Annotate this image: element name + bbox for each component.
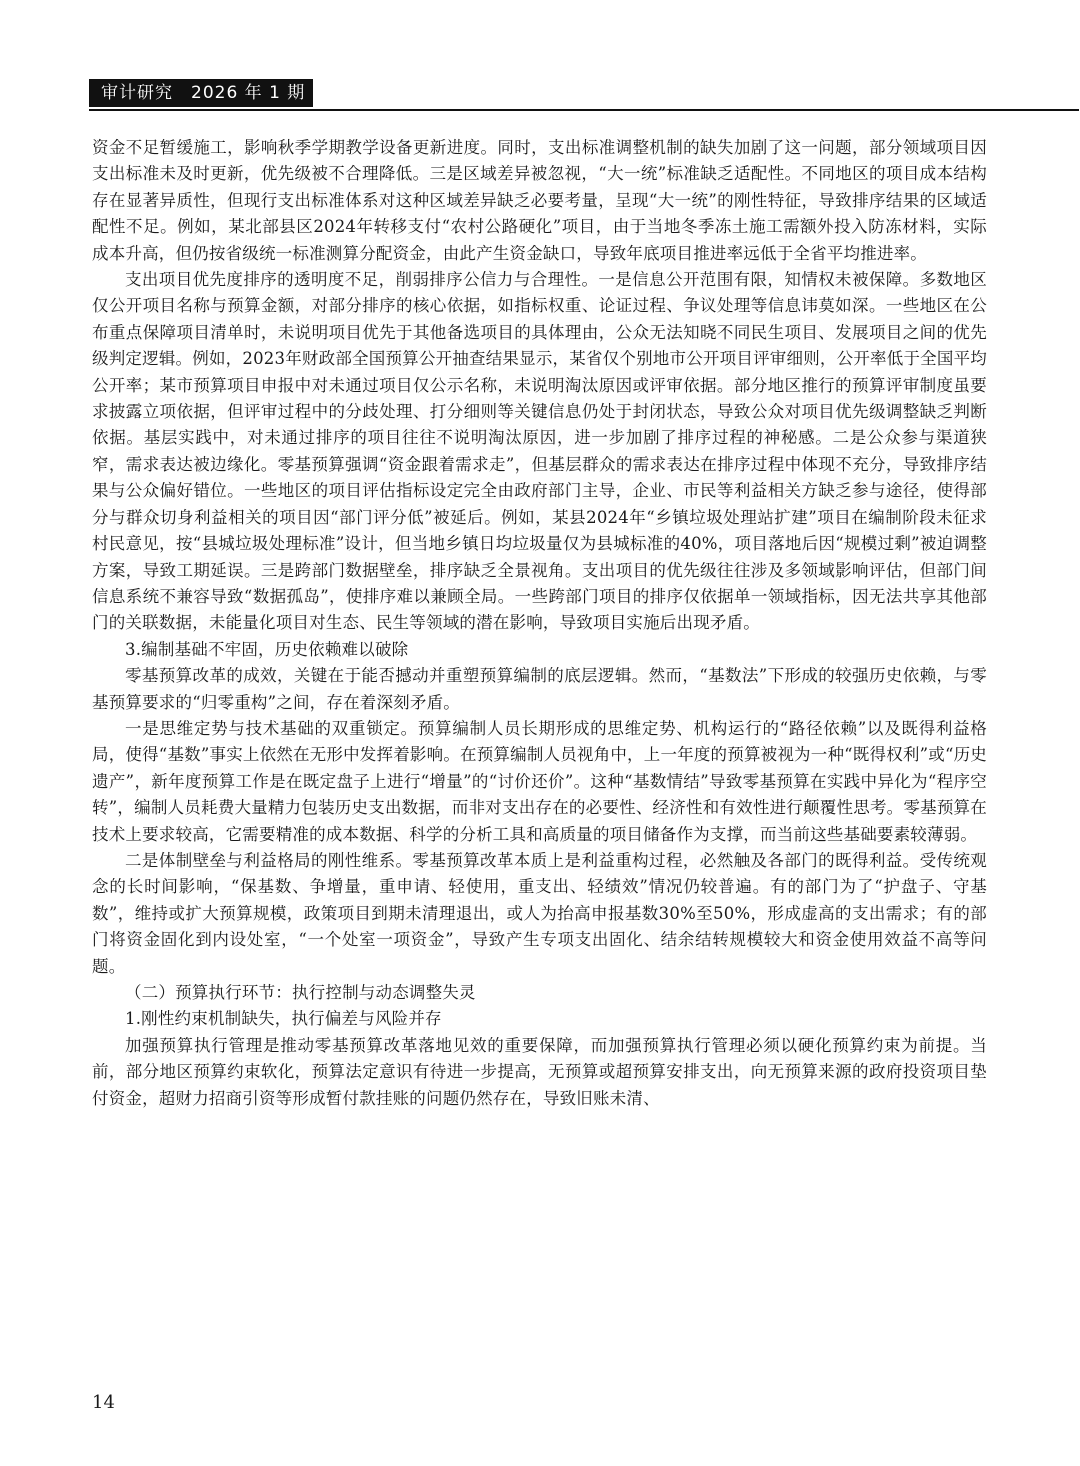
article-body xyxy=(92,135,987,1112)
issue-label: 2026 年 1 期 xyxy=(191,83,306,103)
journal-name: 审计研究 xyxy=(101,83,173,103)
paragraph: 二是体制壁垒与利益格局的刚性维系。零基预算改革本质上是利益重构过程，必然触及各部门的既得利益。受传统观念的长时间影响，“保基数、争增量，重申请、轻使用，重支出、轻绩效”情况仍较普遍。有的部门为了“护盘子、守基数”，维持或扩大预算规模，政策项目到期未清理退出，或人为抬高申报基数30%至50%，形成虚高的支出需求；有的部门将资金固化到内设处室，“一个处室一项资金”，导致产生专项支出固化、结余结转规模较大和资金使用效益不高等问题。 xyxy=(92,850,987,976)
subsection-heading: 1.刚性约束机制缺失，执行偏差与风险并存 xyxy=(125,1009,442,1029)
page-number: 14 xyxy=(92,1392,115,1413)
running-header xyxy=(89,79,1079,111)
paragraph: 支出项目优先度排序的透明度不足，削弱排序公信力与合理性。一是信息公开范围有限，知情权未被保障。多数地区仅公开项目名称与预算金额，对部分排序的核心依据，如指标权重、论证过程、争议处理等信息讳莫如深。一些地区在公布重点保障项目清单时，未说明项目优先于其他备选项目的具体理由，公众无法知晓不同民生项目、发展项目之间的优先级判定逻辑。例如，2023年财政部全国预算公开抽查结果显示，某省仅个别地市公开项目评审细则，公开率低于全国平均公开率；某市预算项目申报中对未通过项目仅公示名称，未说明淘汰原因或评审依据。部分地区推行的预算评审制度虽要求披露立项依据，但评审过程中的分歧处理、打分细则等关键信息仍处于封闭状态，导致公众对项目优先级调整缺乏判断依据。基层实践中，对未通过排序的项目往往不说明淘汰原因，进一步加剧了排序过程的神秘感。二是公众参与渠道狭窄，需求表达被边缘化。零基预算强调“资金跟着需求走”，但基层群众的需求表达在排序过程中体现不充分，导致排序结果与公众偏好错位。一些地区的项目评估指标设定完全由政府部门主导，企业、市民等利益相关方缺乏参与途径，使得部分与群众切身利益相关的项目因“部门评分低”被延后。例如，某县2024年“乡镇垃圾处理站扩建”项目在编制阶段未征求村民意见，按“县城垃圾处理标准”设计，但当地乡镇日均垃圾量仅为县城标准的40%，项目落地后因“规模过剩”被迫调整方案，导致工期延误。三是跨部门数据壁垒，排序缺乏全景视角。支出项目的优先级往往涉及多领域影响评估，但部门间信息系统不兼容导致“数据孤岛”，使排序难以兼顾全局。一些跨部门项目的排序仅依据单一领域指标，因无法共享其他部门的关联数据，未能量化项目对生态、民生等领域的潜在影响，导致项目实施后出现矛盾。 xyxy=(92,270,987,633)
journal-header-tag xyxy=(89,79,313,107)
section-heading: （二）预算执行环节：执行控制与动态调整失灵 xyxy=(125,983,476,1002)
paragraph: 一是思维定势与技术基础的双重锁定。预算编制人员长期形成的思维定势、机构运行的“路径依赖”以及既得利益格局，使得“基数”事实上依然在无形中发挥着影响。在预算编制人员视角中，上一年度的预算被视为一种“既得权利”或“历史遗产”，新年度预算工作是在既定盘子上进行“增量”的“讨价还价”。这种“基数情结”导致零基预算在实践中异化为“程序空转”，编制人员耗费大量精力包装历史支出数据，而非对支出存在的必要性、经济性和有效性进行颠覆性思考。零基预算在技术上要求较高，它需要精准的成本数据、科学的分析工具和高质量的项目储备作为支撑，而当前这些基础要素较薄弱。 xyxy=(92,718,987,844)
paragraph: 加强预算执行管理是推动零基预算改革落地见效的重要保障，而加强预算执行管理必须以硬化预算约束为前提。当前，部分地区预算约束软化，预算法定意识有待进一步提高，无预算或超预算安排支出，向无预算来源的政府投资项目垫付资金，超财力招商引资等形成暂付款挂账的问题仍然存在，导致旧账未清、 xyxy=(92,1035,987,1108)
paragraph: 零基预算改革的成效，关键在于能否撼动并重塑预算编制的底层逻辑。然而，“基数法”下形成的较强历史依赖，与零基预算要求的“归零重构”之间，存在着深刻矛盾。 xyxy=(92,666,987,712)
paragraph-continuation: 资金不足暂缓施工，影响秋季学期教学设备更新进度。同时，支出标准调整机制的缺失加剧了这一问题，部分领域项目因支出标准未及时更新，优先级被不合理降低。三是区域差异被忽视，“大一统”标准缺乏适配性。不同地区的项目成本结构存在显著异质性，但现行支出标准体系对这种区域差异缺乏必要考量，呈现“大一统”的刚性特征，导致排序结果的区域适配性不足。例如，某北部县区2024年转移支付“农村公路硬化”项目，由于当地冬季冻土施工需额外投入防冻材料，实际成本升高，但仍按省级统一标准测算分配资金，由此产生资金缺口，导致年底项目推进率远低于全省平均推进率。 xyxy=(92,138,987,263)
section-heading: 3.编制基础不牢固，历史依赖难以破除 xyxy=(125,639,409,659)
